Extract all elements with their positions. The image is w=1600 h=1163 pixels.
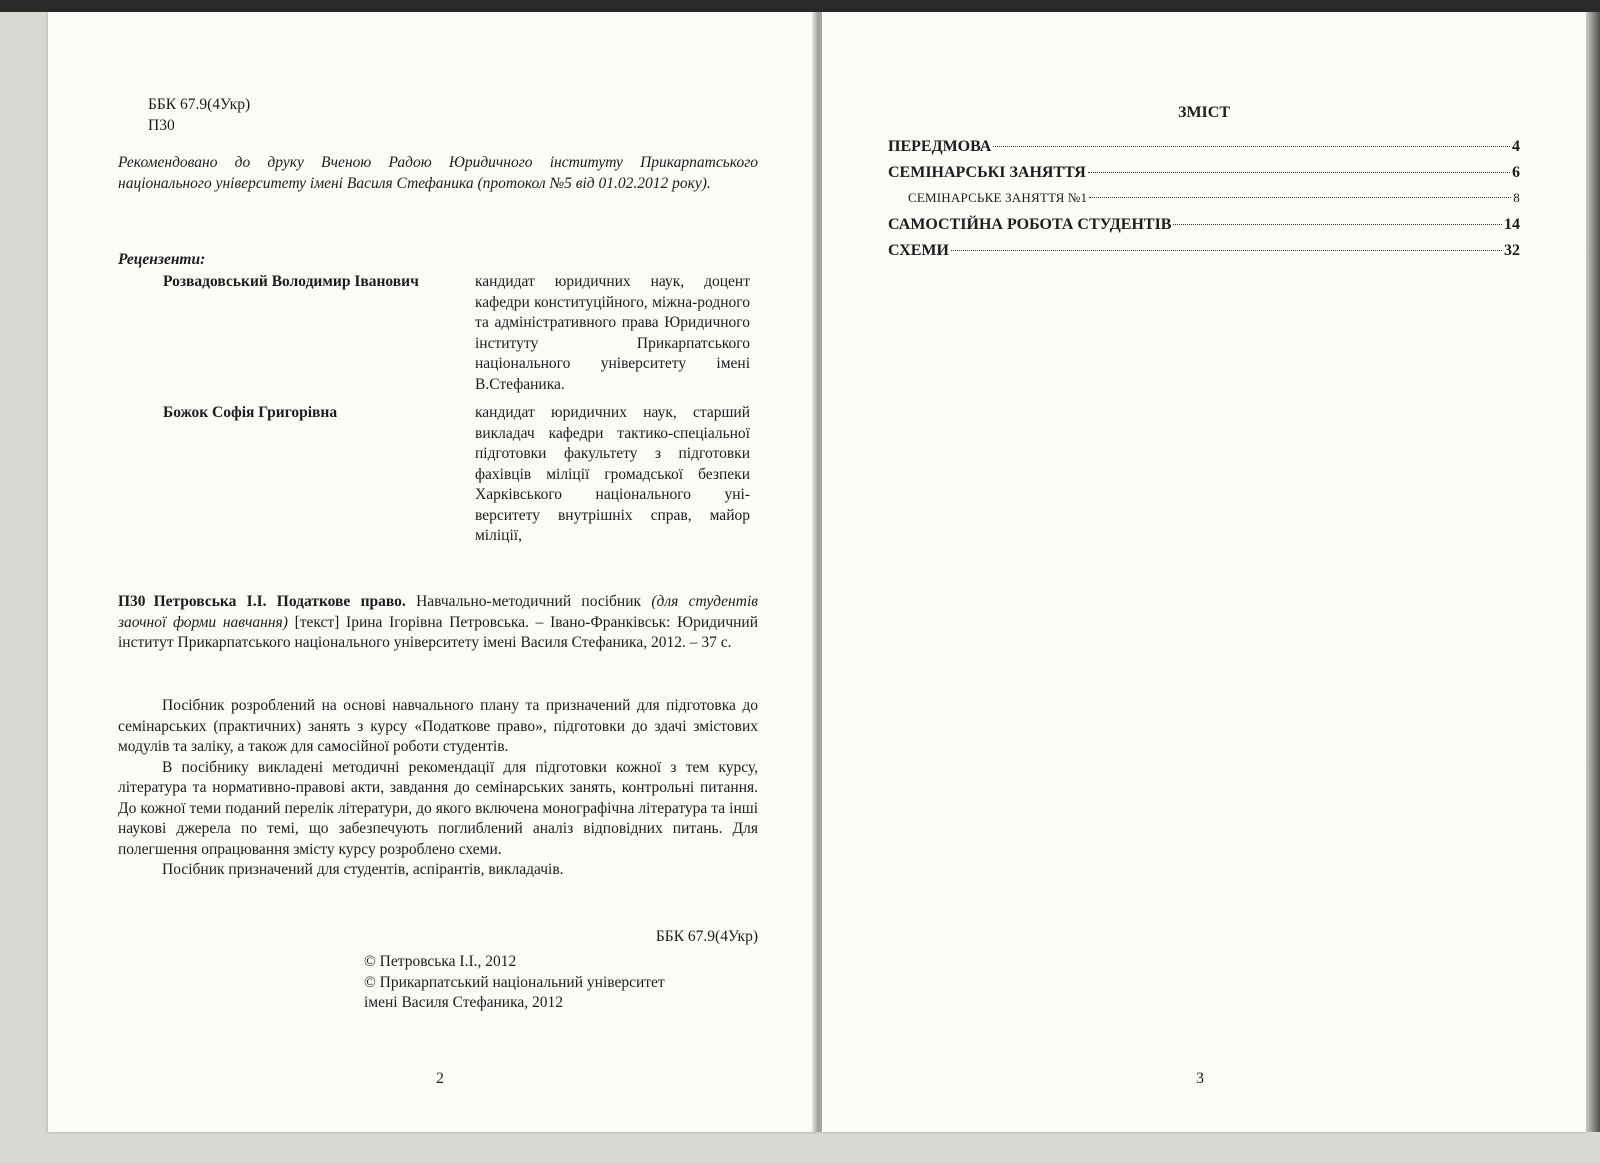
biblio-title: Петровська І.І. Податкове право. bbox=[153, 593, 406, 610]
bbk-code-bottom: ББК 67.9(4Укр) bbox=[655, 928, 758, 945]
reviewer-name: Розвадовський Володимир Іванович bbox=[163, 273, 419, 290]
table-of-contents bbox=[888, 138, 1520, 268]
toc-leader-dots bbox=[951, 250, 1502, 251]
toc-entry-label: СХЕМИ bbox=[888, 242, 949, 259]
annotation bbox=[118, 696, 758, 881]
copyright-block bbox=[364, 952, 744, 1014]
recommendation-text: Рекомендовано до друку Вченою Радою Юридичного інституту Прикарпатського національного університету імені Василя Стефаника (протокол №5 від 01.02.2012 року). bbox=[118, 154, 758, 192]
copyright-line: імені Василя Стефаника, 2012 bbox=[364, 994, 564, 1011]
toc-entry-label: СЕМІНАРСЬКІ ЗАНЯТТЯ bbox=[888, 164, 1086, 181]
copyright-line: © Петровська І.І., 2012 bbox=[364, 953, 517, 970]
toc-entry-label: СЕМІНАРСЬКЕ ЗАНЯТТЯ №1 bbox=[908, 190, 1088, 205]
reviewers-heading: Рецензенти: bbox=[118, 251, 206, 268]
reviewer-description: кандидат юридичних наук, доцент кафедри конституційного, міжна-родного та адміністративного права Юридичного інституту Прикарпатського національного університету імені В.Стефаника. bbox=[475, 273, 750, 393]
annotation-paragraph: Посібник призначений для студентів, аспірантів, викладачів. bbox=[162, 861, 564, 878]
copyright-line: © Прикарпатський національний університет bbox=[364, 973, 665, 991]
bibliographic-description bbox=[118, 592, 758, 654]
biblio-italic: (для студентів заочної форми навчання) bbox=[118, 593, 758, 631]
biblio-text: [текст] Ірина Ігорівна Петровська. – Івано-Франківськ: Юридичний інститут Прикарпатського національного університету імені Василя Стефаника, 2012. – 37 с. bbox=[118, 613, 758, 651]
annotation-paragraph: Посібник розроблений на основі навчального плану та призначений для підготовка до семінарських (практичних) занять з курсу «Податкове право», підготовки до здачі змістових модулів та заліку, а також для самосійної роботи студентів. bbox=[118, 697, 758, 755]
reviewer-name: Божок Софія Григорівна bbox=[163, 404, 338, 421]
toc-entry[interactable] bbox=[888, 190, 1520, 216]
biblio-text: Навчально-методичний посібник bbox=[405, 593, 652, 610]
reviewer-description: кандидат юридичних наук, старший викладач кафедри тактико-спеціальної підготовки факультету з підготовки фахівців міліції громадської безпеки Харківського національного уні-верситету внутрішніх справ, майор міліції, bbox=[475, 404, 750, 544]
bbk-classification bbox=[148, 95, 250, 136]
toc-entry-label: ПЕРЕДМОВА bbox=[888, 138, 992, 155]
bbk-code: ББК 67.9(4Укр) bbox=[148, 96, 251, 113]
toc-leader-dots bbox=[1088, 172, 1510, 173]
toc-entry[interactable] bbox=[888, 164, 1520, 190]
biblio-code: П30 bbox=[118, 593, 146, 610]
toc-entry-page: 32 bbox=[1504, 242, 1520, 259]
toc-leader-dots bbox=[1173, 224, 1502, 225]
toc-entry-page: 4 bbox=[1512, 138, 1520, 155]
toc-title: ЗМІСТ bbox=[1178, 104, 1230, 121]
toc-entry-page: 6 bbox=[1512, 164, 1520, 181]
annotation-paragraph: В посібнику викладені методичні рекомендації для підготовки кожної з тем курсу, література та нормативно-правові акти, завдання до семінарських занять, контрольні питання. До кожної теми поданий перелік літератури, до якого включена монографічна література та інші наукові джерела по темі, що забезпечують поглиблений аналіз відповідних питань. Для полегшення опрацювання змісту курсу розроблено схеми. bbox=[118, 758, 758, 858]
author-mark: П30 bbox=[148, 116, 175, 134]
toc-entry[interactable] bbox=[888, 216, 1520, 242]
toc-leader-dots bbox=[993, 146, 1510, 147]
scan-top-edge bbox=[0, 0, 1600, 12]
toc-leader-dots bbox=[1089, 197, 1511, 198]
toc-entry[interactable] bbox=[888, 242, 1520, 268]
toc-entry-page: 14 bbox=[1504, 216, 1520, 233]
page-number: 3 bbox=[1196, 1070, 1204, 1087]
scan-right-edge bbox=[1586, 12, 1600, 1132]
page-number: 2 bbox=[436, 1070, 444, 1087]
toc-entry-page: 8 bbox=[1513, 190, 1520, 205]
toc-entry[interactable] bbox=[888, 138, 1520, 164]
toc-entry-label: САМОСТІЙНА РОБОТА СТУДЕНТІВ bbox=[888, 216, 1172, 233]
